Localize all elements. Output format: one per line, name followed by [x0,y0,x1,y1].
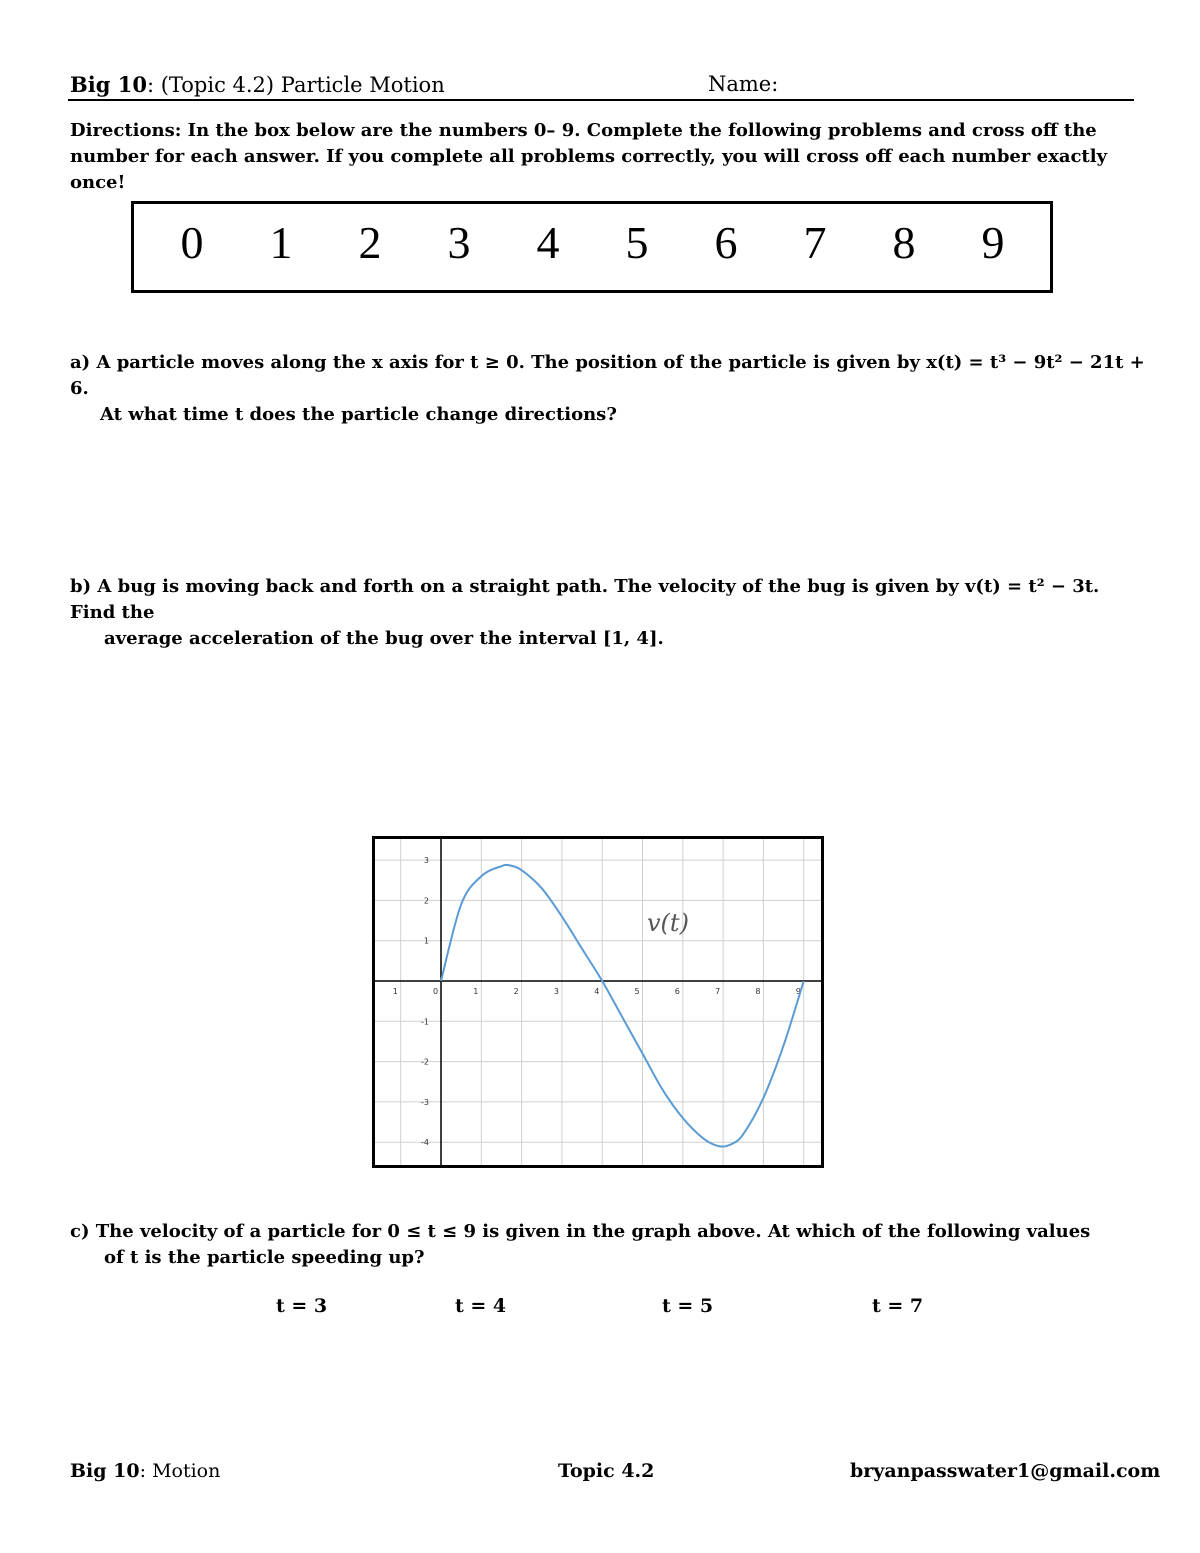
y-tick-label: -1 [421,1017,429,1027]
y-tick-label: -2 [421,1057,429,1067]
directions-text: : In the box below are the numbers 0– 9. Complete the following problems and cross off the number for each answer. If you complete all problems correctly, you will cross off each number exactly once! [70,120,1108,193]
problem-c-label: c) [70,1221,90,1242]
directions-label: Directions [70,120,175,141]
worksheet-title [70,72,445,97]
x-tick-label: 9 [795,987,801,996]
problem-a-line2: At what time t does the particle change directions? [100,404,617,425]
velocity-graph [372,836,824,1168]
x-tick-label: 2 [513,987,519,996]
x-tick-label: 5 [634,987,640,996]
problem-b-label: b) [70,576,92,597]
footer-left-rest: : Motion [139,1460,221,1482]
problem-b-line2: average acceleration of the bug over the interval [1, 4]. [104,628,664,649]
title-bold: Big 10 [70,72,147,97]
number-9[interactable]: 9 [981,217,1005,268]
directions [70,118,1140,196]
y-tick-label: -3 [421,1097,429,1107]
title-rest: : (Topic 4.2) Particle Motion [146,73,445,97]
problem-a-label: a) [70,352,91,373]
number-0[interactable]: 0 [180,217,204,268]
problem-c-line1: The velocity of a particle for 0 ≤ t ≤ 9 is given in the graph above. At which of the following values [95,1221,1091,1242]
x-tick-label: 4 [594,987,600,996]
number-8[interactable]: 8 [892,217,916,268]
y-tick-label: -4 [421,1138,429,1148]
problem-b-line1: A bug is moving back and forth on a straight path. The velocity of the bug is given by v(t) = t² − 3t. Find the [70,576,1100,623]
footer-left-bold: Big 10 [70,1460,140,1482]
option-t7[interactable]: t = 7 [872,1295,924,1317]
problem-a [70,350,1150,428]
footer-center: Topic 4.2 [558,1460,655,1482]
x-tick-label: 1 [392,987,398,996]
x-tick-label: 8 [755,987,761,996]
x-tick-label: 6 [674,987,680,996]
x-tick-label: 1 [473,987,479,996]
option-t4[interactable]: t = 4 [455,1295,507,1317]
option-t3[interactable]: t = 3 [276,1295,328,1317]
problem-c-line2: of t is the particle speeding up? [104,1247,425,1268]
number-box [131,201,1053,293]
x-tick-label: 3 [553,987,559,996]
x-tick-label: 7 [715,987,721,996]
footer-email[interactable]: bryanpasswater1@gmail.com [850,1460,1161,1482]
header-rule [68,99,1134,101]
number-4[interactable]: 4 [536,217,560,268]
number-6[interactable]: 6 [714,217,738,268]
problem-c [70,1219,1150,1271]
problem-b [70,574,1150,652]
option-t5[interactable]: t = 5 [662,1295,714,1317]
number-1[interactable]: 1 [269,217,293,268]
number-7[interactable]: 7 [803,217,827,268]
number-5[interactable]: 5 [625,217,649,268]
y-tick-label: 2 [423,896,429,906]
number-3[interactable]: 3 [447,217,471,268]
problem-a-line1: A particle moves along the x axis for t ≥ 0. The position of the particle is given by x(t) = t³ − 9t² − 21t + 6. [70,352,1145,399]
y-tick-label: 3 [423,856,429,866]
curve-label: v(t) [647,909,689,937]
x-tick-label: 0 [433,987,439,996]
name-label: Name: [708,72,779,96]
number-2[interactable]: 2 [358,217,382,268]
y-tick-label: 1 [423,936,429,946]
footer-left [70,1460,220,1482]
